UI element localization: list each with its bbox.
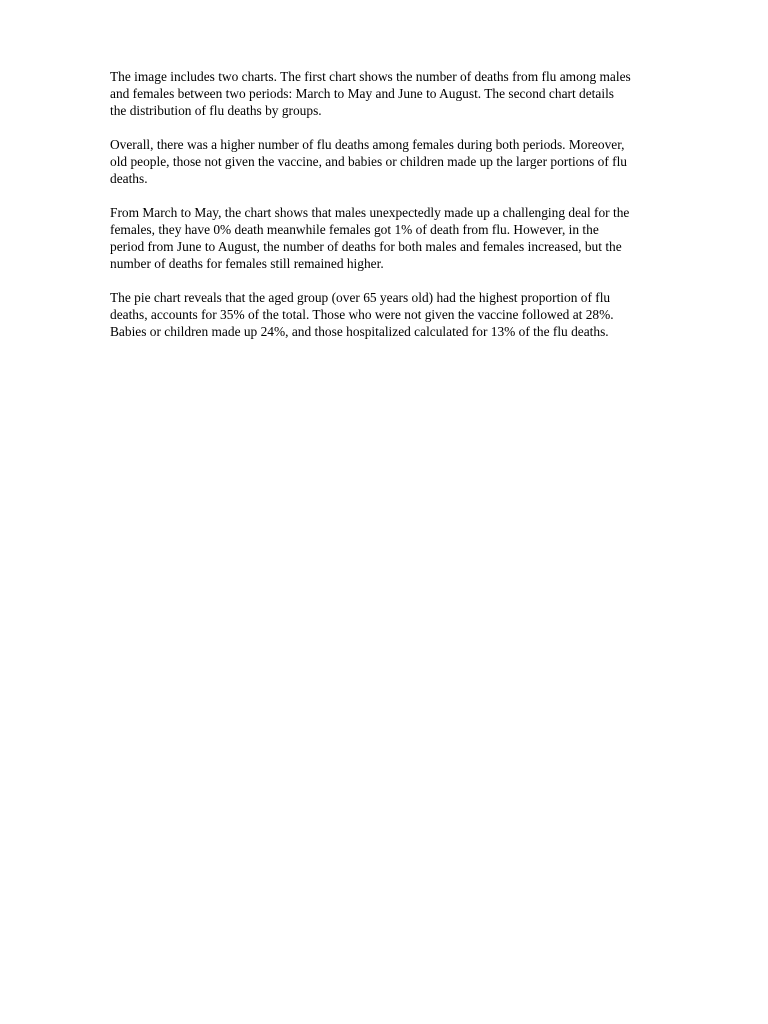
paragraph-bar-chart-details: From March to May, the chart shows that males unexpectedly made up a challenging deal for the females, they have 0% death meanwhile females got 1% of death from flu. However, in the period from June to August, the number of deaths for both males and females increased, but the number of deaths for females still remained higher. bbox=[110, 205, 630, 271]
paragraph-pie-chart-details: The pie chart reveals that the aged group (over 65 years old) had the highest proportion of flu deaths, accounts for 35% of the total. Those who were not given the vaccine followed at 28%. Babies or children made up 24%, and those hospitalized calculated for 13% of the flu deaths. bbox=[110, 290, 614, 339]
paragraph-overview: Overall, there was a higher number of flu deaths among females during both periods. Moreover, old people, those not given the vaccine, and babies or children made up the larger portions of flu deaths. bbox=[110, 137, 627, 186]
document-body bbox=[110, 68, 716, 357]
paragraph-introduction: The image includes two charts. The first chart shows the number of deaths from flu among males and females between two periods: March to May and June to August. The second chart details the distribution of flu deaths by groups. bbox=[110, 69, 631, 118]
